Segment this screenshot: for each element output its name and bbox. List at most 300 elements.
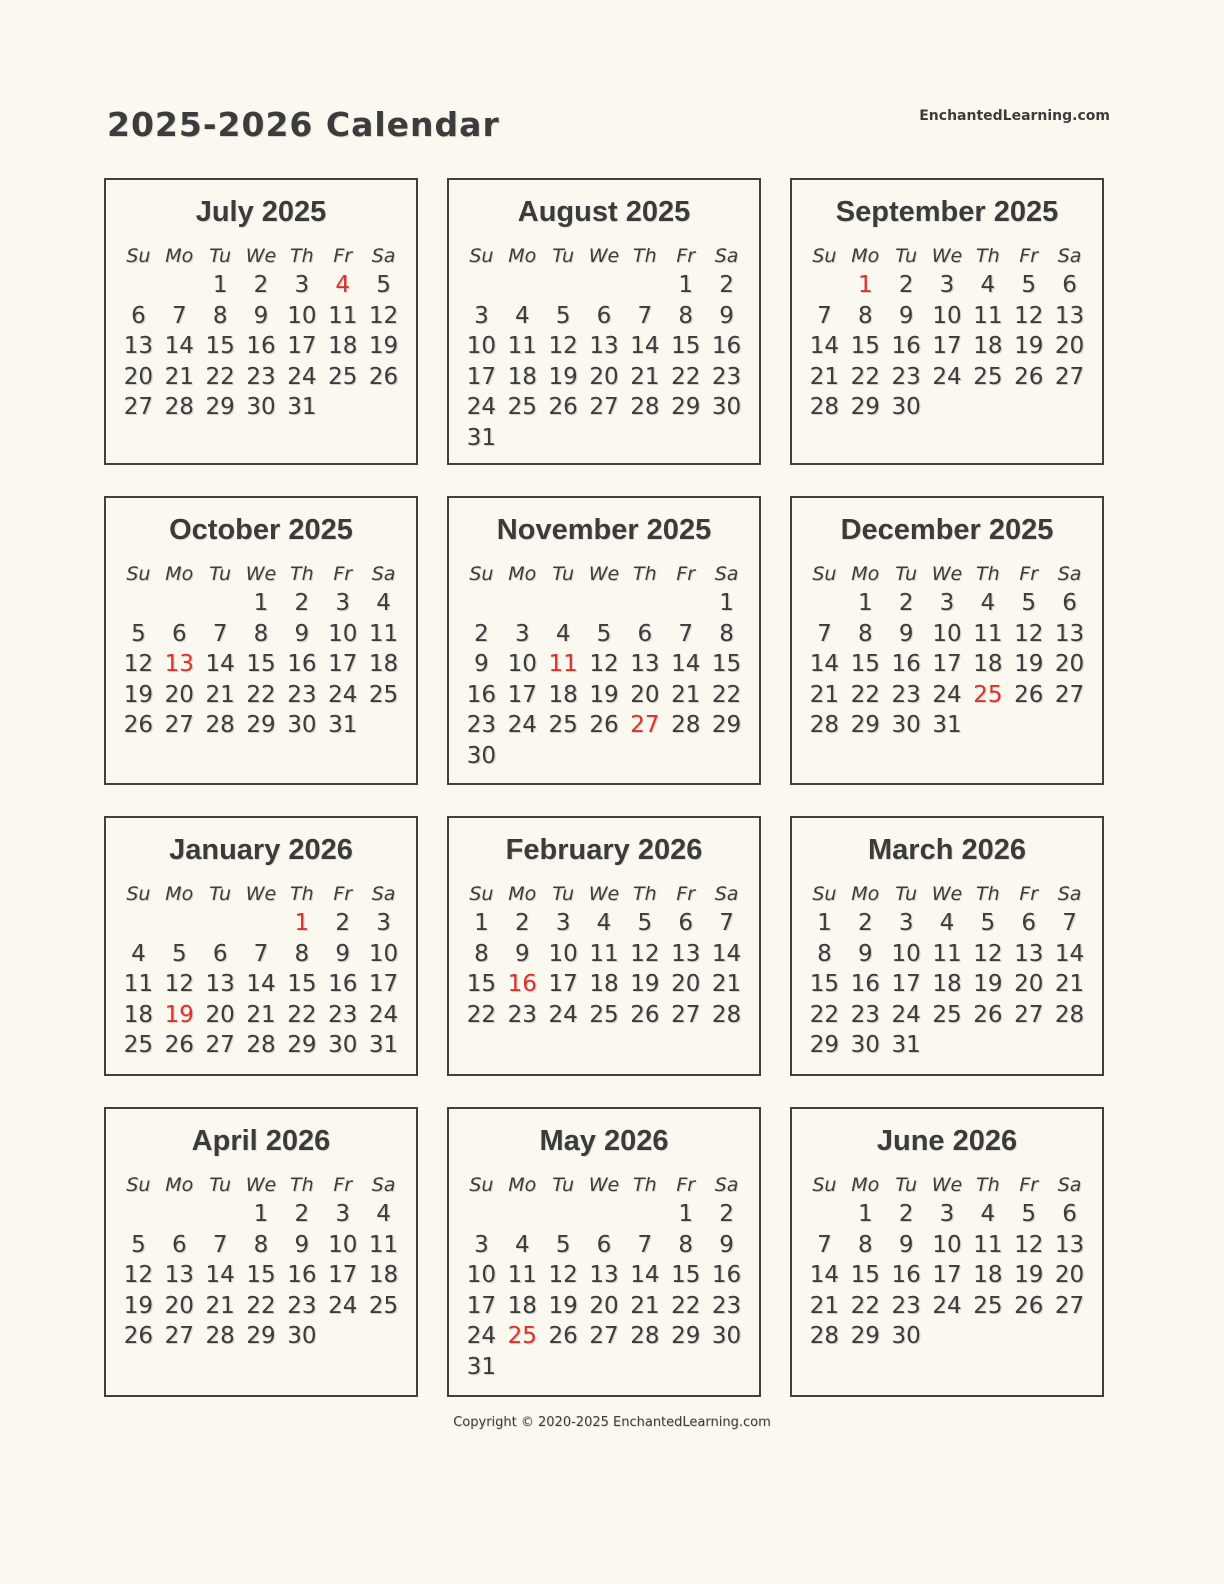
day-cell: 28	[809, 712, 840, 738]
day-cell: 16	[891, 1262, 921, 1288]
day-cell: 8	[253, 620, 269, 647]
month-title: February 2026	[505, 834, 703, 866]
weekday-label: Fr	[333, 1174, 353, 1196]
day-cell: 12	[1014, 1231, 1044, 1258]
month-title: May 2026	[539, 1125, 669, 1157]
day-cell: 2	[719, 272, 734, 298]
day-cell: 29	[711, 712, 742, 738]
day-cell: 25	[973, 1292, 1003, 1319]
week-row	[449, 649, 759, 680]
weekday-label: We	[931, 883, 963, 905]
day-cell: 26	[1014, 363, 1044, 390]
day-cell: 11	[973, 302, 1003, 329]
weekday-label: Fr	[676, 1174, 696, 1196]
day-cell: 14	[809, 651, 840, 677]
day-cell: 4	[980, 590, 996, 616]
day-cell: 2	[335, 910, 351, 936]
day-cell: 13	[1054, 302, 1085, 329]
empty-day-cell	[584, 1352, 625, 1383]
day-cell: 23	[711, 363, 742, 390]
empty-day-cell	[502, 588, 543, 619]
day-cell: 13	[205, 971, 235, 997]
weekday-label: Th	[976, 563, 1000, 585]
day-cell: 15	[711, 651, 742, 677]
weekday-label: Fr	[333, 245, 353, 267]
day-cell: 13	[164, 1262, 194, 1288]
day-cell: 30	[891, 712, 921, 738]
week-row	[106, 1321, 416, 1352]
weekday-label: Tu	[552, 883, 574, 905]
empty-day-cell	[624, 1199, 665, 1230]
day-cell: 27	[589, 394, 619, 420]
weekday-header-row	[106, 883, 416, 905]
empty-day-cell	[804, 270, 845, 301]
day-cell: 19	[1014, 651, 1044, 677]
day-cell: 19	[548, 363, 578, 390]
day-cell: 10	[466, 333, 497, 359]
weekday-label: Su	[469, 563, 494, 585]
empty-day-cell	[967, 1321, 1008, 1352]
weekday-label: Su	[126, 245, 151, 267]
day-cell: 3	[474, 302, 489, 329]
weekday-header-row	[792, 1174, 1102, 1196]
day-cell: 8	[474, 940, 489, 967]
day-cell: 6	[212, 940, 228, 967]
day-cell: 24	[287, 363, 317, 390]
empty-day-cell	[927, 1321, 968, 1352]
day-cell: 15	[671, 1262, 701, 1288]
day-cell: 9	[719, 1231, 734, 1258]
day-cell: 25	[932, 1001, 962, 1028]
week-row	[449, 680, 759, 711]
day-cell: 12	[123, 1262, 154, 1288]
day-cell: 9	[857, 940, 873, 967]
empty-day-cell	[624, 270, 665, 301]
day-cell: 19	[548, 1292, 578, 1319]
day-cell: 3	[898, 910, 914, 936]
day-cell: 21	[1054, 971, 1085, 997]
weekday-header-row	[449, 245, 759, 267]
day-cell: 20	[1054, 651, 1085, 677]
empty-day-cell	[543, 588, 584, 619]
weekday-label: Fr	[676, 245, 696, 267]
week-row	[106, 969, 416, 1000]
week-row	[106, 710, 416, 741]
day-cell: 3	[939, 590, 955, 616]
day-cell: 29	[671, 394, 701, 420]
holiday-day-cell: 11	[548, 651, 578, 677]
day-cell: 3	[474, 1231, 489, 1258]
weekday-label: We	[245, 245, 277, 267]
day-cell: 6	[131, 302, 146, 329]
week-row	[449, 1291, 759, 1322]
day-cell: 23	[466, 712, 497, 738]
month-title: October 2025	[169, 514, 353, 546]
day-cell: 8	[253, 1231, 269, 1258]
day-cell: 27	[164, 712, 194, 738]
weekday-label: Th	[633, 883, 657, 905]
empty-day-cell	[1049, 1321, 1090, 1352]
weekday-label: We	[245, 1174, 277, 1196]
day-cell: 17	[507, 681, 537, 708]
day-cell: 26	[548, 394, 578, 420]
day-cell: 25	[973, 363, 1003, 390]
months-grid	[104, 178, 1104, 1397]
day-cell: 17	[548, 971, 578, 997]
empty-day-cell	[363, 392, 404, 423]
day-cell: 17	[328, 651, 358, 677]
day-cell: 4	[939, 910, 955, 936]
empty-day-cell	[706, 741, 747, 772]
empty-day-cell	[1049, 392, 1090, 423]
day-cell: 7	[817, 620, 832, 647]
weekday-label: We	[931, 245, 963, 267]
day-cell: 16	[466, 681, 497, 708]
weekday-label: Fr	[1019, 563, 1039, 585]
weekday-label: Mo	[851, 563, 880, 585]
day-cell: 12	[630, 940, 660, 967]
empty-day-cell	[363, 1321, 404, 1352]
day-cell: 2	[514, 910, 530, 936]
day-cell: 9	[474, 651, 489, 677]
weekday-label: Th	[290, 883, 314, 905]
day-cell: 14	[164, 333, 194, 359]
empty-day-cell	[584, 588, 625, 619]
empty-day-cell	[665, 423, 706, 454]
month-title: June 2026	[876, 1125, 1018, 1157]
month-card	[790, 1107, 1104, 1397]
day-cell: 22	[809, 1001, 840, 1028]
weekday-label: Sa	[714, 1174, 739, 1196]
week-row	[792, 710, 1102, 741]
day-cell: 15	[287, 971, 317, 997]
weekday-label: Fr	[676, 563, 696, 585]
day-cell: 21	[164, 363, 194, 390]
weekday-label: We	[245, 563, 277, 585]
week-row	[792, 649, 1102, 680]
day-cell: 12	[548, 1262, 578, 1288]
day-cell: 8	[212, 302, 228, 329]
week-row	[106, 1030, 416, 1061]
day-cell: 24	[932, 681, 962, 708]
day-cell: 17	[932, 1262, 962, 1288]
day-cell: 2	[898, 1201, 914, 1227]
empty-day-cell	[927, 392, 968, 423]
day-cell: 10	[891, 940, 921, 967]
empty-day-cell	[584, 423, 625, 454]
weekday-label: Mo	[165, 245, 194, 267]
week-row	[106, 362, 416, 393]
day-cell: 9	[514, 940, 530, 967]
day-cell: 22	[711, 681, 742, 708]
empty-day-cell	[118, 1199, 159, 1230]
week-row	[449, 1199, 759, 1230]
day-cell: 27	[1014, 1001, 1044, 1028]
holiday-day-cell: 27	[630, 712, 660, 738]
week-row	[106, 588, 416, 619]
empty-day-cell	[1008, 1321, 1049, 1352]
week-row	[792, 301, 1102, 332]
day-cell: 8	[294, 940, 310, 967]
day-cell: 28	[246, 1032, 276, 1058]
empty-day-cell	[322, 1321, 363, 1352]
day-cell: 26	[164, 1032, 194, 1058]
day-cell: 21	[630, 363, 660, 390]
day-cell: 13	[1054, 1231, 1085, 1258]
empty-day-cell	[584, 1199, 625, 1230]
weekday-label: Sa	[1057, 883, 1082, 905]
weekday-label: We	[931, 563, 963, 585]
day-cell: 16	[711, 333, 742, 359]
day-cell: 2	[898, 590, 914, 616]
week-row	[792, 270, 1102, 301]
day-cell: 30	[287, 1323, 317, 1349]
weekday-label: Fr	[333, 563, 353, 585]
weekday-label: Mo	[165, 883, 194, 905]
weekday-label: Tu	[552, 563, 574, 585]
day-cell: 7	[678, 620, 694, 647]
weekday-label: Tu	[209, 245, 231, 267]
day-cell: 6	[678, 910, 694, 936]
day-cell: 2	[294, 590, 310, 616]
weekday-header-row	[106, 563, 416, 585]
day-cell: 1	[678, 1201, 694, 1227]
day-cell: 22	[287, 1001, 317, 1028]
weekday-label: Sa	[714, 883, 739, 905]
weekday-label: We	[588, 1174, 620, 1196]
day-cell: 4	[555, 620, 571, 647]
weekday-label: Su	[812, 1174, 837, 1196]
day-cell: 22	[850, 681, 880, 708]
day-cell: 6	[1021, 910, 1037, 936]
day-cell: 13	[589, 1262, 619, 1288]
day-cell: 22	[850, 363, 880, 390]
day-cell: 14	[809, 333, 840, 359]
empty-day-cell	[200, 588, 241, 619]
weekday-label: Sa	[371, 563, 396, 585]
month-card	[104, 178, 418, 465]
day-cell: 4	[980, 272, 996, 298]
day-cell: 30	[466, 742, 497, 769]
empty-day-cell	[543, 1199, 584, 1230]
week-row	[792, 392, 1102, 423]
month-title: November 2025	[496, 514, 712, 546]
weekday-header-row	[449, 1174, 759, 1196]
day-cell: 30	[711, 394, 742, 420]
weekday-label: Su	[812, 563, 837, 585]
weekday-label: Mo	[165, 1174, 194, 1196]
day-cell: 31	[891, 1032, 921, 1058]
day-cell: 18	[548, 681, 578, 708]
empty-day-cell	[665, 1352, 706, 1383]
day-cell: 22	[671, 1292, 701, 1319]
empty-day-cell	[543, 270, 584, 301]
weekday-label: Su	[126, 1174, 151, 1196]
day-cell: 27	[1054, 1292, 1085, 1319]
day-cell: 7	[212, 620, 228, 647]
day-cell: 22	[205, 363, 235, 390]
weekday-label: Su	[812, 245, 837, 267]
day-cell: 19	[973, 971, 1003, 997]
weekday-header-row	[106, 1174, 416, 1196]
week-row	[792, 1260, 1102, 1291]
day-cell: 27	[1054, 681, 1085, 708]
empty-day-cell	[804, 588, 845, 619]
day-cell: 5	[131, 1231, 146, 1258]
empty-day-cell	[502, 741, 543, 772]
day-cell: 4	[376, 1201, 391, 1227]
day-cell: 10	[507, 651, 537, 677]
day-cell: 16	[287, 1262, 317, 1288]
weekday-label: Mo	[508, 245, 537, 267]
day-cell: 1	[212, 272, 228, 298]
weekday-label: Sa	[1057, 563, 1082, 585]
weekday-label: Sa	[714, 245, 739, 267]
day-cell: 14	[1054, 940, 1085, 967]
weekday-label: Mo	[851, 245, 880, 267]
weekday-label: Tu	[895, 245, 917, 267]
empty-day-cell	[665, 741, 706, 772]
day-cell: 17	[328, 1262, 358, 1288]
empty-day-cell	[967, 1030, 1008, 1061]
day-cell: 1	[253, 1201, 269, 1227]
day-cell: 2	[294, 1201, 310, 1227]
empty-day-cell	[1008, 392, 1049, 423]
day-cell: 21	[671, 681, 701, 708]
day-cell: 20	[164, 1292, 194, 1319]
day-cell: 16	[891, 651, 921, 677]
day-cell: 10	[328, 620, 358, 647]
day-cell: 19	[123, 681, 154, 708]
day-cell: 24	[368, 1001, 399, 1028]
empty-day-cell	[967, 392, 1008, 423]
month-title: January 2026	[169, 834, 353, 866]
week-row	[449, 908, 759, 939]
empty-day-cell	[624, 1352, 665, 1383]
weekday-label: Tu	[895, 883, 917, 905]
day-cell: 16	[246, 333, 276, 359]
day-cell: 28	[809, 1323, 840, 1349]
day-cell: 23	[711, 1292, 742, 1319]
empty-day-cell	[322, 392, 363, 423]
weekday-label: Su	[469, 883, 494, 905]
day-cell: 17	[932, 651, 962, 677]
day-cell: 12	[368, 302, 399, 329]
empty-day-cell	[159, 1199, 200, 1230]
week-row	[449, 301, 759, 332]
day-cell: 16	[850, 971, 880, 997]
day-cell: 2	[898, 272, 914, 298]
day-cell: 27	[123, 394, 154, 420]
week-row	[449, 362, 759, 393]
day-cell: 29	[287, 1032, 317, 1058]
day-cell: 29	[246, 712, 276, 738]
weekday-header-row	[792, 883, 1102, 905]
weekday-label: Th	[633, 1174, 657, 1196]
empty-day-cell	[461, 270, 502, 301]
day-cell: 14	[711, 940, 742, 967]
day-cell: 24	[891, 1001, 921, 1028]
week-row	[449, 392, 759, 423]
day-cell: 1	[474, 910, 489, 936]
day-cell: 18	[973, 1262, 1003, 1288]
day-cell: 23	[246, 363, 276, 390]
day-cell: 24	[932, 1292, 962, 1319]
week-row	[792, 362, 1102, 393]
month-card	[104, 816, 418, 1076]
day-cell: 19	[123, 1292, 154, 1319]
day-cell: 29	[671, 1323, 701, 1349]
day-cell: 11	[368, 1231, 399, 1258]
weekday-label: Su	[469, 245, 494, 267]
day-cell: 25	[368, 1292, 399, 1319]
day-cell: 3	[514, 620, 530, 647]
day-cell: 26	[123, 712, 154, 738]
day-cell: 6	[171, 620, 187, 647]
day-cell: 17	[466, 1292, 497, 1319]
week-row	[792, 969, 1102, 1000]
day-cell: 4	[980, 1201, 996, 1227]
weekday-label: Tu	[209, 883, 231, 905]
day-cell: 26	[123, 1323, 154, 1349]
day-cell: 5	[1021, 272, 1037, 298]
day-cell: 16	[287, 651, 317, 677]
day-cell: 3	[335, 590, 351, 616]
week-row	[449, 270, 759, 301]
day-cell: 27	[1054, 363, 1085, 390]
day-cell: 8	[857, 1231, 873, 1258]
day-cell: 19	[630, 971, 660, 997]
weekday-label: Sa	[1057, 245, 1082, 267]
day-cell: 13	[671, 940, 701, 967]
site-name: EnchantedLearning.com	[919, 108, 1110, 124]
day-cell: 25	[123, 1032, 154, 1058]
day-cell: 27	[589, 1323, 619, 1349]
day-cell: 26	[630, 1001, 660, 1028]
day-cell: 10	[548, 940, 578, 967]
weekday-label: Mo	[851, 883, 880, 905]
day-cell: 7	[637, 302, 653, 329]
day-cell: 30	[328, 1032, 358, 1058]
day-cell: 29	[850, 1323, 880, 1349]
week-row	[449, 741, 759, 772]
day-cell: 9	[294, 620, 310, 647]
day-cell: 22	[671, 363, 701, 390]
copyright-text: Copyright © 2020-2025 EnchantedLearning.com	[453, 1415, 771, 1430]
weekday-label: Sa	[714, 563, 739, 585]
day-cell: 26	[589, 712, 619, 738]
day-cell: 5	[637, 910, 653, 936]
week-row	[106, 939, 416, 970]
empty-day-cell	[118, 908, 159, 939]
empty-day-cell	[241, 908, 282, 939]
day-cell: 4	[596, 910, 612, 936]
empty-day-cell	[665, 588, 706, 619]
day-cell: 15	[205, 333, 235, 359]
day-cell: 7	[212, 1231, 228, 1258]
day-cell: 23	[287, 681, 317, 708]
day-cell: 10	[287, 302, 317, 329]
week-row	[106, 1199, 416, 1230]
day-cell: 9	[898, 302, 914, 329]
day-cell: 26	[368, 363, 399, 390]
day-cell: 10	[932, 1231, 962, 1258]
weekday-label: We	[931, 1174, 963, 1196]
weekday-label: Th	[290, 245, 314, 267]
day-cell: 2	[253, 272, 269, 298]
holiday-day-cell: 1	[294, 910, 310, 936]
week-row	[106, 1291, 416, 1322]
